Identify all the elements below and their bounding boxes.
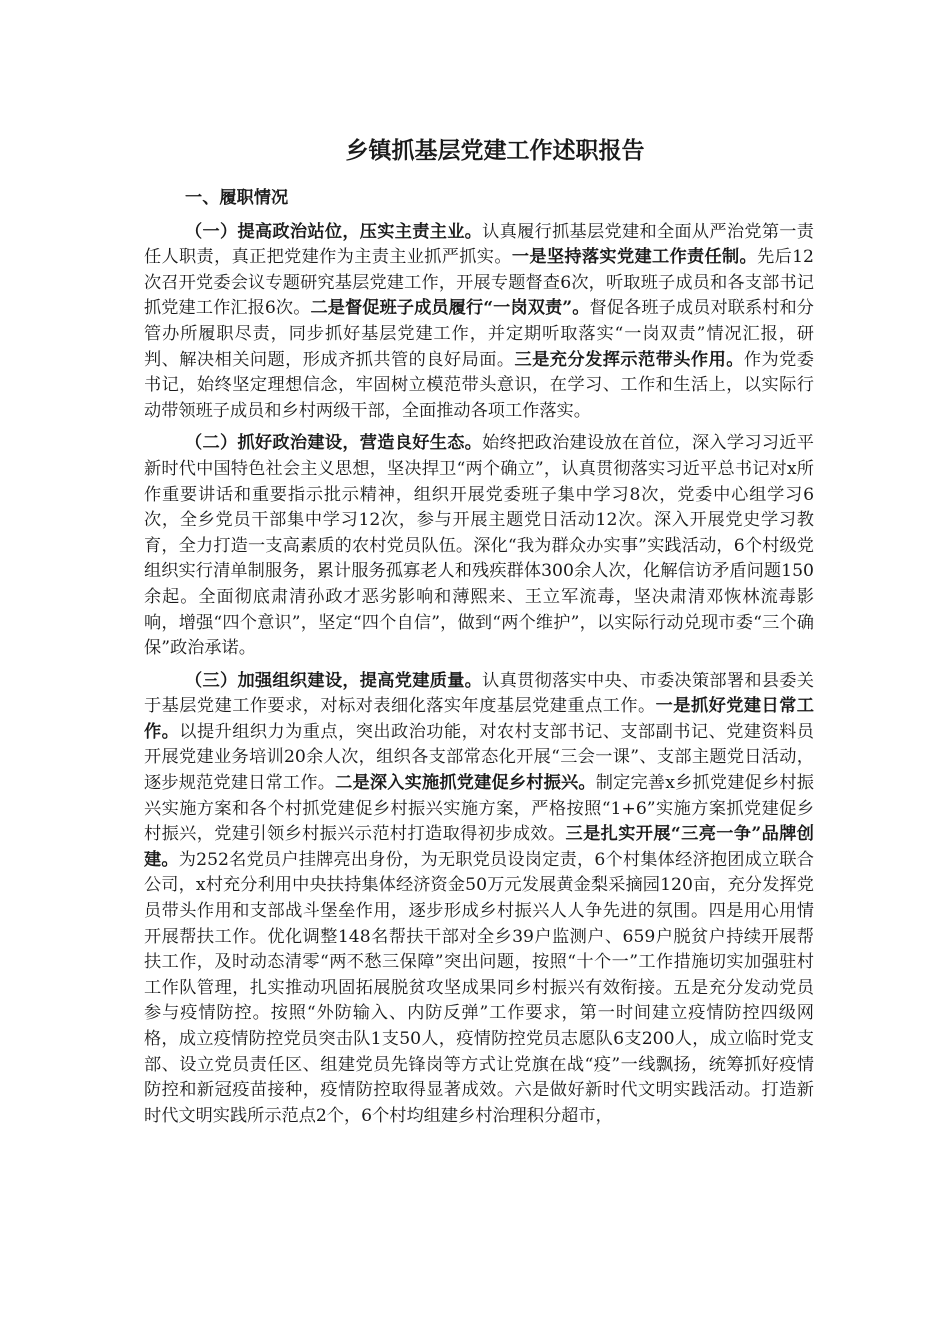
paragraph-lead: （二）抓好政治建设，营造良好生态。 — [185, 433, 483, 454]
paragraph-text: 为252名党员户挂牌亮出身份，为无职党员设岗定责，6个村集体经济抱团成立联合公司，x村充分利用中央扶持集体经济资金50万元发展黄金梨采摘园120亩，充分发挥党员带头作用和支部战斗堡垒作用，逐步形成乡村振兴人人争先进的氛围。四是用心用情开展帮扶工作。优化调整148名帮扶干部对全乡39户监测户、659户脱贫户持续开展帮扶工作，及时动态清零“两不愁三保障”突出问题，按照“十个一”工作措施切实加强驻村工作队管理，扎实推动巩固拓展脱贫攻坚成果同乡村振兴有效衔接。五是充分发动党员参与疫情防控。按照“外防输入、内防反弹”工作要求，第一时间建立疫情防控四级网格，成立疫情防控党员突击队1支50人，疫情防控党员志愿队6支200人，成立临时党支部、设立党员责任区、组建党员先锋岗等方式让党旗在战“疫”一线飘扬，统筹抓好疫情防控和新冠疫苗接种，疫情防控取得显著成效。六是做好新时代文明实践活动。打造新时代文明实践所示范点2个，6个村均组建乡村治理积分超市， — [144, 849, 814, 1126]
paragraph-text: 认真履行抓基层党建和全面从严治党第一责任人职责，真正把党建作为主责主业抓严抓实。 — [144, 221, 814, 268]
paragraph-political-stance — [144, 220, 814, 425]
bold-phrase: 一是抓好党建日常工作。 — [144, 696, 814, 742]
paragraph-text: 始终把政治建设放在首位，深入学习习近平新时代中国特色社会主义思想，坚决捍卫“两个确立”，认真贯彻落实习近平总书记对x所作重要讲话和重要指示批示精神，组织开展党委班子集中学习8次，党委中心组学习6次，全乡党员干部集中学习12次，参与开展主题党日活动12次。深入开展党史学习教育，全力打造一支高素质的农村党员队伍。深化“我为群众办实事”实践活动，6个村级党组织实行清单制服务，累计服务孤寡老人和残疾群体300余人次，化解信访矛盾问题150余起。全面彻底肃清孙政才恶劣影响和薄熙来、王立军流毒，坚决肃清邓恢林流毒影响，增强“四个意识”，坚定“四个自信”，做到“两个维护”，以实际行动兑现市委“三个确保”政治承诺。 — [144, 433, 814, 659]
document-title: 乡镇抓基层党建工作述职报告 — [345, 138, 645, 164]
bold-phrase: 二是督促班子成员履行“一岗双责”。 — [310, 298, 590, 319]
section-heading: 一、履职情况 — [185, 188, 289, 208]
paragraph-text: 作为党委书记，始终坚定理想信念，牢固树立模范带头意识，在学习、工作和生活上，以实际行动带领班子成员和乡村两级干部，全面推动各项工作落实。 — [144, 349, 814, 421]
document-body — [144, 186, 814, 1136]
paragraph-text: 认真贯彻落实中央、市委决策部署和县委关于基层党建工作要求，对标对表细化落实年度基层党建重点工作。 — [144, 670, 814, 717]
paragraph-lead: （三）加强组织建设，提高党建质量。 — [185, 670, 483, 691]
bold-phrase: 一是坚持落实党建工作责任制。 — [511, 247, 758, 268]
bold-phrase: 二是深入实施抓党建促乡村振兴。 — [335, 773, 596, 794]
paragraph-text: 以提升组织力为重点，突出政治功能，对农村支部书记、支部副书记、党建资料员开展党建业务培训20余人次，组织各支部常态化开展“三会一课”、支部主题党日活动，逐步规范党建日常工作。 — [144, 721, 814, 794]
paragraph-text: 督促各班子成员对联系村和分管办所履职尽责，同步抓好基层党建工作，并定期听取落实“一岗双责”情况汇报，研判、解决相关问题，形成齐抓共管的良好局面。 — [144, 298, 814, 370]
paragraph-organization-building — [144, 669, 814, 1130]
paragraph-text: 先后12次召开党委会议专题研究基层党建工作，开展专题督查6次，听取班子成员和各支部书记抓党建工作汇报6次。 — [144, 247, 814, 319]
bold-phrase: 三是扎实开展“三亮一争”品牌创建。 — [144, 824, 814, 870]
paragraph-political-building — [144, 431, 814, 661]
paragraph-lead: （一）提高政治站位，压实主责主业。 — [185, 221, 483, 242]
paragraph-text: 制定完善x乡抓党建促乡村振兴实施方案和各个村抓党建促乡村振兴实施方案，严格按照“1+6”实施方案抓党建促乡村振兴，党建引领乡村振兴示范村打造取得初步成效。 — [144, 773, 814, 845]
bold-phrase: 三是充分发挥示范带头作用。 — [514, 349, 744, 370]
